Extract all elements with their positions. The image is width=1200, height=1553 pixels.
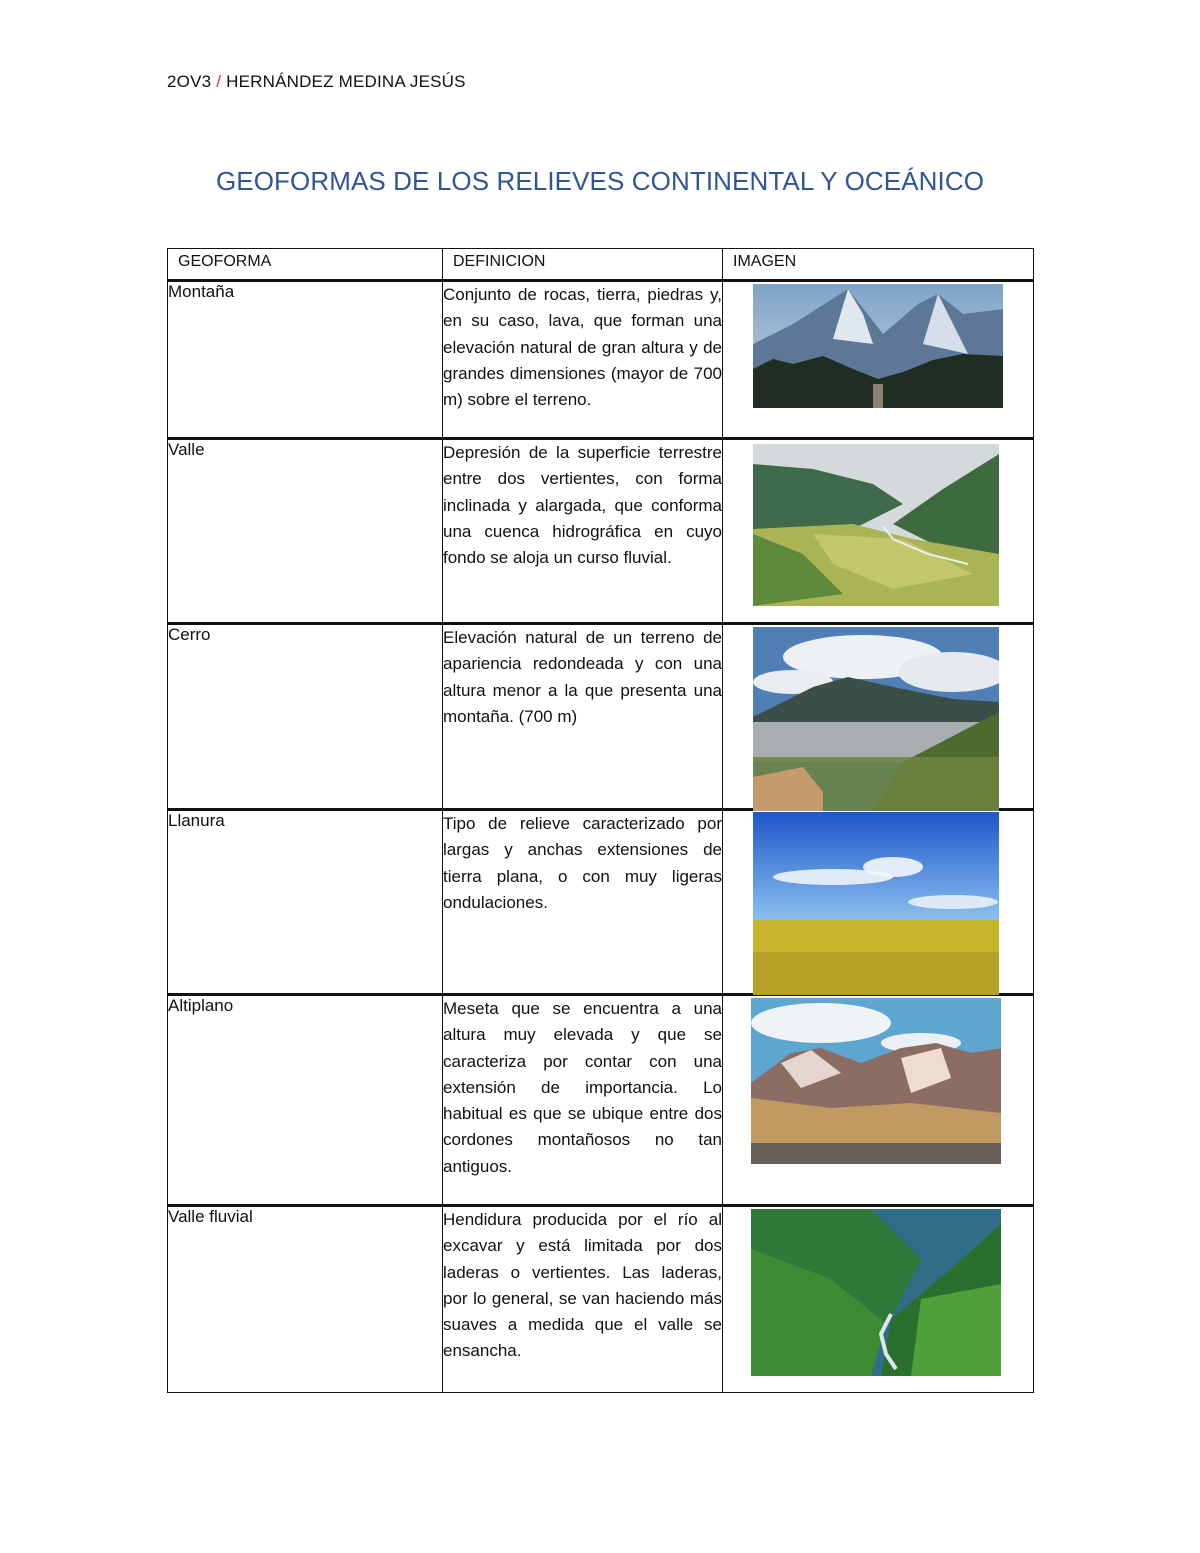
table-row bbox=[168, 439, 1034, 624]
geoforma-definition: Hendidura producida por el río al excavar y está limitada por dos laderas o vertientes. Las laderas, por lo general, se van haciendo más suaves a medida que el valle se ensancha. bbox=[443, 1206, 723, 1393]
column-header-geoforma: GEOFORMA bbox=[168, 249, 443, 281]
geoforma-definition: Depresión de la superficie terrestre entre dos vertientes, con forma inclinada y alargada, que conforma una cuenca hidrográfica en cuyo fondo se aloja un curso fluvial. bbox=[443, 439, 723, 624]
geoforma-name: Valle bbox=[168, 439, 443, 624]
image-cell bbox=[723, 624, 1034, 810]
geoforma-definition: Elevación natural de un terreno de apariencia redondeada y con una altura menor a la que presenta una montaña. (700 m) bbox=[443, 624, 723, 810]
document-header bbox=[167, 72, 466, 92]
river-valley-photo bbox=[751, 1209, 1001, 1376]
column-header-definicion: DEFINICION bbox=[443, 249, 723, 281]
table-row bbox=[168, 995, 1034, 1206]
image-cell bbox=[723, 281, 1034, 439]
altiplano-photo bbox=[751, 998, 1001, 1164]
table-header-row bbox=[168, 249, 1034, 281]
mountain-photo bbox=[753, 284, 1003, 408]
image-cell bbox=[723, 439, 1034, 624]
geoforma-definition: Tipo de relieve caracterizado por largas y anchas extensiones de tierra plana, o con muy ligeras ondulaciones. bbox=[443, 810, 723, 995]
column-header-imagen: IMAGEN bbox=[723, 249, 1034, 281]
author-name: HERNÁNDEZ MEDINA JESÚS bbox=[226, 72, 466, 91]
table-row bbox=[168, 281, 1034, 439]
geoforma-name: Valle fluvial bbox=[168, 1206, 443, 1393]
image-cell bbox=[723, 810, 1034, 995]
geoforma-name: Cerro bbox=[168, 624, 443, 810]
image-cell bbox=[723, 1206, 1034, 1393]
plain-photo bbox=[753, 812, 999, 995]
table-row bbox=[168, 810, 1034, 995]
table-row bbox=[168, 624, 1034, 810]
geoforma-name: Montaña bbox=[168, 281, 443, 439]
valley-photo bbox=[753, 444, 999, 606]
document-title: GEOFORMAS DE LOS RELIEVES CONTINENTAL Y OCEÁNICO bbox=[215, 166, 985, 196]
hill-photo bbox=[753, 627, 999, 811]
geoforma-name: Altiplano bbox=[168, 995, 443, 1206]
geoforms-table bbox=[167, 248, 1034, 1393]
group-code: 2OV3 bbox=[167, 72, 212, 91]
image-cell bbox=[723, 995, 1034, 1206]
header-separator: / bbox=[216, 72, 222, 91]
geoforma-definition: Conjunto de rocas, tierra, piedras y, en su caso, lava, que forman una elevación natural de gran altura y de grandes dimensiones (mayor de 700 m) sobre el terreno. bbox=[443, 281, 723, 439]
geoforma-name: Llanura bbox=[168, 810, 443, 995]
geoforma-definition: Meseta que se encuentra a una altura muy elevada y que se caracteriza por contar con una extensión de importancia. Lo habitual es que se ubique entre dos cordones montañosos no tan antiguos. bbox=[443, 995, 723, 1206]
table-row bbox=[168, 1206, 1034, 1393]
